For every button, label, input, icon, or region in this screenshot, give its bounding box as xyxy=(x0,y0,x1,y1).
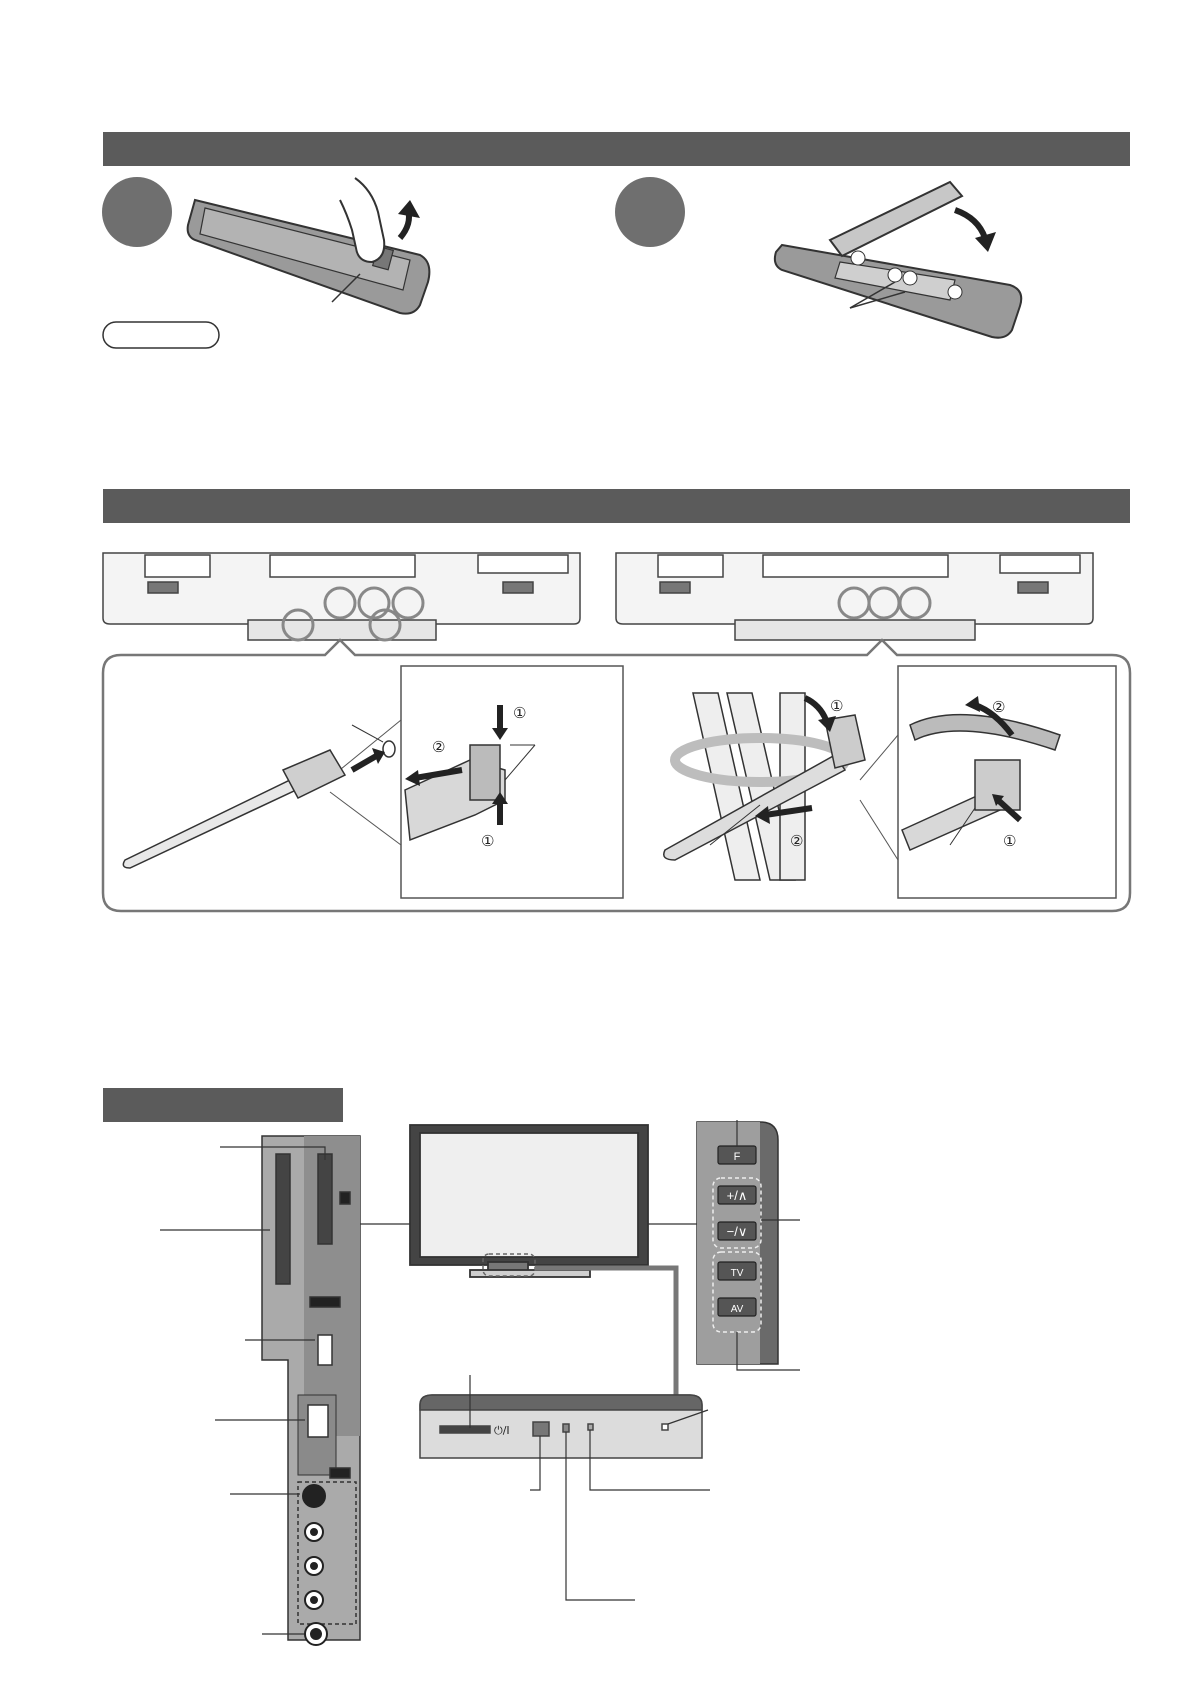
tv-front xyxy=(410,1125,648,1277)
step-label: ① xyxy=(481,832,495,850)
remote-back-illustration xyxy=(188,200,430,314)
volume-up-button[interactable]: +/∧ xyxy=(726,1188,748,1203)
step-label: ② xyxy=(432,738,446,756)
remote-battery-illustration xyxy=(775,182,1021,338)
step-label: ① xyxy=(1003,832,1017,850)
step-label: ② xyxy=(790,832,804,850)
step-circle-1 xyxy=(102,177,172,247)
step-label: ② xyxy=(992,698,1006,716)
front-control-panel xyxy=(420,1395,702,1458)
close-arrow-icon xyxy=(955,210,985,238)
av-button[interactable]: AV xyxy=(730,1304,744,1315)
section-bar-cable-clamp xyxy=(103,489,1130,523)
section-bar-controls xyxy=(103,1088,343,1122)
note-box xyxy=(103,322,219,348)
tv-button[interactable]: TV xyxy=(730,1268,744,1279)
section-bar-battery xyxy=(103,132,1130,166)
tv-back-left xyxy=(103,553,580,640)
volume-down-button[interactable]: −/∨ xyxy=(726,1224,748,1239)
step-label: ① xyxy=(830,697,844,715)
f-button[interactable]: F xyxy=(733,1151,741,1163)
power-switch-label: ⏻/I xyxy=(494,1424,510,1437)
tv-back-right xyxy=(616,553,1093,640)
cable-clamp-panel xyxy=(0,630,1190,920)
battery-illustrations xyxy=(0,170,1190,350)
step-circle-2 xyxy=(615,177,685,247)
step-label: ① xyxy=(513,704,527,722)
controls-illustration xyxy=(0,1120,1190,1684)
